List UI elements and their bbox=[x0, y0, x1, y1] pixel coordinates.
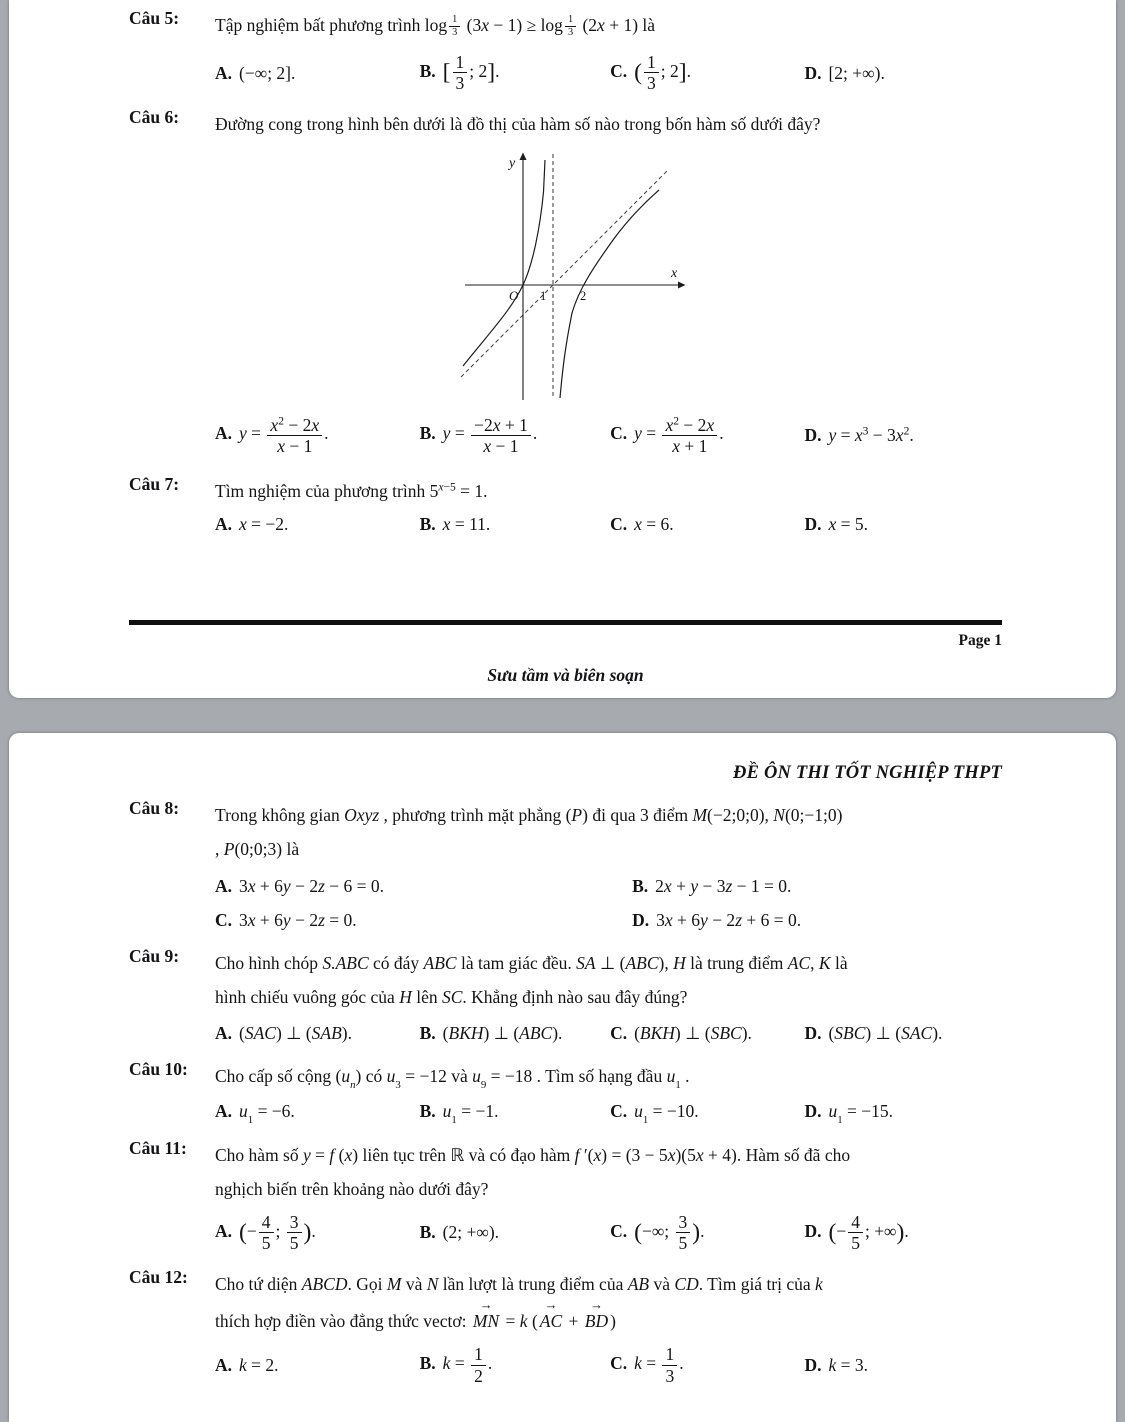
option-text: (− $\frac{4}{5}$ ; +∞). bbox=[828, 1211, 909, 1253]
option-a bbox=[215, 61, 420, 86]
question-label: Câu 10: bbox=[129, 1059, 188, 1079]
option-c bbox=[215, 908, 632, 933]
options-row bbox=[215, 415, 1002, 456]
option-text: x = −2. bbox=[239, 513, 289, 534]
question-6 bbox=[129, 107, 1002, 455]
option-a bbox=[215, 415, 420, 456]
option-text: $u_1 = -1$. bbox=[442, 1101, 499, 1127]
question-label: Câu 9: bbox=[129, 946, 180, 967]
question-stem: Tập nghiệm bất phương trình log $_{\frac{1}{3}}$ (3x − 1) ≥ log $_{\frac{1}{3}}$ (2x + 1) là bbox=[215, 13, 656, 38]
option-letter: B. bbox=[419, 513, 436, 534]
oblique-asymptote bbox=[461, 171, 667, 377]
question-stem: Cho hình chóp S.ABC có đáy ABC là tam giác đều. SA ⊥ (ABC), H là trung điểm AC, K là hình chiếu vuông góc của H lên SC. Khẳng định nào sau đây đúng? bbox=[215, 953, 848, 1008]
option-a bbox=[215, 1021, 420, 1046]
question-body bbox=[215, 107, 1002, 455]
question-body bbox=[215, 474, 1002, 537]
page-gap bbox=[0, 698, 1125, 733]
page-number: Page 1 bbox=[958, 632, 1002, 649]
option-letter: D. bbox=[632, 909, 650, 930]
option-letter: C. bbox=[215, 909, 233, 930]
question-label: Câu 7: bbox=[129, 473, 180, 494]
question-7 bbox=[129, 474, 1002, 537]
option-b bbox=[420, 1021, 610, 1046]
option-letter: D. bbox=[804, 513, 822, 534]
options-row bbox=[215, 512, 1002, 537]
function-graph bbox=[453, 150, 689, 402]
question-stem: Đường cong trong hình bên dưới là đồ thị của hàm số nào trong bốn hàm số dưới đây? bbox=[215, 114, 821, 135]
option-text: y = $\frac{x^2 - 2x}{x - 1}$ . bbox=[239, 414, 329, 456]
option-letter: A. bbox=[215, 423, 233, 444]
option-text: (BKH) ⊥ (ABC). bbox=[442, 1022, 563, 1043]
question-stem: Trong không gian Oxyz , phương trình mặt phẳng (P) đi qua 3 điểm M(−2;0;0), N(0;−1;0) , P(0;0;3) là bbox=[215, 805, 843, 860]
option-letter: D. bbox=[804, 424, 822, 445]
option-letter: C. bbox=[610, 1101, 628, 1122]
option-c bbox=[610, 1344, 804, 1385]
question-body bbox=[215, 798, 1002, 932]
option-a bbox=[215, 1353, 420, 1378]
option-c bbox=[610, 1099, 804, 1127]
option-text: y = $\frac{-2x + 1}{x - 1}$ . bbox=[442, 414, 538, 456]
option-text: (−∞; $\frac{3}{5}$ ). bbox=[634, 1211, 705, 1253]
question-label: Câu 8: bbox=[129, 798, 180, 818]
option-letter: A. bbox=[215, 1022, 233, 1043]
question-label: Câu 12: bbox=[129, 1267, 188, 1288]
option-text: (BKH) ⊥ (SBC). bbox=[634, 1022, 752, 1043]
page-1 bbox=[9, 0, 1116, 698]
option-a bbox=[215, 1212, 420, 1253]
question-body bbox=[215, 1059, 1002, 1127]
curve-left-branch bbox=[463, 160, 545, 366]
option-d bbox=[804, 512, 1002, 537]
question-label: Câu 6: bbox=[129, 107, 180, 128]
question-stem: Cho cấp số cộng $(u_n)$ có $u_3 = -12$ và $u_9 = -18$ . Tìm số hạng đầu $u_1$ . bbox=[215, 1066, 690, 1091]
option-d bbox=[632, 908, 1002, 933]
page-2 bbox=[9, 733, 1116, 1422]
question-stem: Cho hàm số y = f (x) liên tục trên ℝ và có đạo hàm f ′(x) = (3 − 5x)(5x + 4). Hàm số đã cho nghịch biến trên khoảng nào dưới đây? bbox=[215, 1144, 851, 1199]
option-letter: D. bbox=[804, 1022, 822, 1043]
option-letter: C. bbox=[610, 1022, 628, 1043]
option-a bbox=[215, 874, 632, 899]
option-letter: D. bbox=[804, 1101, 822, 1122]
option-text: $y = x^3 - 3x^2$. bbox=[828, 424, 914, 445]
option-b bbox=[420, 52, 610, 93]
option-text: 3x + 6y − 2z = 0. bbox=[239, 909, 357, 930]
option-letter: D. bbox=[804, 62, 822, 83]
question-label: Câu 11: bbox=[129, 1137, 187, 1158]
option-text: k = $\frac{1}{3}$ . bbox=[634, 1344, 684, 1386]
origin-label: O bbox=[509, 287, 519, 303]
y-axis-label: y bbox=[509, 155, 516, 171]
option-letter: B. bbox=[419, 423, 436, 444]
question-body bbox=[215, 946, 1002, 1045]
x-axis-arrow bbox=[678, 281, 686, 288]
option-letter: A. bbox=[215, 1101, 233, 1122]
option-text: [ $\frac{1}{3}$ ; 2]. bbox=[442, 52, 500, 94]
option-text: (2; +∞). bbox=[442, 1222, 500, 1243]
option-letter: C. bbox=[610, 423, 628, 444]
question-label: Câu 5: bbox=[129, 8, 180, 28]
option-letter: A. bbox=[215, 1220, 233, 1241]
option-a bbox=[215, 1099, 420, 1127]
option-letter: C. bbox=[610, 1353, 628, 1374]
option-c bbox=[610, 1021, 804, 1046]
option-text: k = 3. bbox=[828, 1354, 868, 1375]
option-text: x = 5. bbox=[828, 513, 868, 534]
options-row bbox=[215, 1021, 1002, 1046]
option-text: k = $\frac{1}{2}$ . bbox=[442, 1344, 493, 1386]
options-row bbox=[215, 1099, 1002, 1127]
option-letter: A. bbox=[215, 513, 233, 534]
option-d bbox=[804, 1353, 1002, 1378]
question-10 bbox=[129, 1059, 1002, 1127]
question-stem: Cho tứ diện ABCD. Gọi M và N lần lượt là trung điểm của AB và CD. Tìm giá trị của k thích hợp điền vào đẳng thức vectơ: MN → = k ( AC → + BD → ) bbox=[215, 1267, 1002, 1338]
question-11 bbox=[129, 1138, 1002, 1254]
option-letter: D. bbox=[804, 1354, 822, 1375]
option-text: (− $\frac{4}{5}$ ; $\frac{3}{5}$ ). bbox=[239, 1211, 316, 1253]
exam-title: ĐỀ ÔN THI TỐT NGHIỆP THPT bbox=[733, 763, 1002, 783]
option-text: 3x + 6y − 2z + 6 = 0. bbox=[656, 909, 802, 930]
option-d bbox=[804, 1099, 1002, 1127]
option-letter: B. bbox=[419, 1022, 436, 1043]
option-b bbox=[419, 1099, 610, 1127]
option-c bbox=[610, 1212, 804, 1253]
option-text: x = 11. bbox=[442, 513, 491, 534]
option-letter: D. bbox=[804, 1220, 822, 1241]
option-text: k = 2. bbox=[239, 1354, 279, 1375]
option-text: 2x + y − 3z − 1 = 0. bbox=[655, 876, 792, 897]
option-b bbox=[420, 1344, 610, 1385]
option-letter: B. bbox=[419, 1101, 436, 1122]
question-stem: Tìm nghiệm của phương trình $5^{x-5} = 1$. bbox=[215, 480, 488, 501]
option-letter: A. bbox=[215, 1354, 233, 1375]
option-text: 3x + 6y − 2z − 6 = 0. bbox=[239, 876, 385, 897]
option-b bbox=[632, 874, 1002, 899]
option-letter: A. bbox=[215, 62, 233, 83]
option-text: (−∞; 2]. bbox=[239, 62, 296, 83]
options-grid bbox=[215, 874, 1002, 932]
question-9 bbox=[129, 946, 1002, 1045]
graph-figure bbox=[453, 150, 689, 407]
option-b bbox=[420, 1220, 610, 1245]
credit-line: Sưu tầm và biên soạn bbox=[487, 665, 644, 685]
option-b bbox=[420, 512, 610, 537]
option-d bbox=[804, 1212, 1002, 1253]
option-c bbox=[610, 415, 804, 456]
option-c bbox=[610, 512, 804, 537]
option-text: $u_1 = -15$. bbox=[828, 1101, 893, 1127]
options-row bbox=[215, 52, 1002, 93]
question-12 bbox=[129, 1267, 1002, 1386]
option-d bbox=[804, 423, 1002, 448]
option-letter: C. bbox=[610, 513, 628, 534]
option-b bbox=[420, 415, 610, 456]
option-letter: A. bbox=[215, 876, 233, 897]
option-letter: B. bbox=[419, 1353, 436, 1374]
question-8 bbox=[129, 798, 1002, 932]
tick-label-2: 2 bbox=[580, 288, 587, 303]
option-text: (SAC) ⊥ (SAB). bbox=[239, 1022, 352, 1043]
question-5 bbox=[129, 8, 1002, 93]
option-c bbox=[610, 52, 804, 93]
option-text: y = $\frac{x^2 - 2x}{x + 1}$ . bbox=[634, 414, 724, 456]
options-row bbox=[215, 1344, 1002, 1385]
option-a bbox=[215, 512, 420, 537]
option-text: [2; +∞). bbox=[828, 62, 885, 83]
tick-label-1: 1 bbox=[540, 288, 547, 303]
option-letter: C. bbox=[610, 60, 628, 81]
option-text: x = 6. bbox=[634, 513, 674, 534]
option-letter: B. bbox=[419, 60, 436, 81]
x-axis-label: x bbox=[671, 265, 678, 281]
option-d bbox=[804, 1021, 1002, 1046]
option-text: (SBC) ⊥ (SAC). bbox=[828, 1022, 943, 1043]
option-letter: B. bbox=[632, 876, 649, 897]
option-text: $u_1 = -10$. bbox=[634, 1101, 699, 1127]
question-body bbox=[215, 1138, 1002, 1254]
option-letter: B. bbox=[419, 1222, 436, 1243]
footer-divider bbox=[129, 620, 1002, 625]
curve-right-branch bbox=[560, 190, 659, 398]
question-body bbox=[215, 8, 1002, 93]
option-text: $u_1 = -6$. bbox=[239, 1101, 295, 1127]
spacer bbox=[129, 536, 1002, 620]
option-text: ( $\frac{1}{3}$ ; 2]. bbox=[634, 52, 691, 94]
question-body bbox=[215, 1267, 1002, 1386]
option-d bbox=[804, 61, 1002, 86]
option-letter: C. bbox=[610, 1220, 628, 1241]
y-axis-arrow bbox=[520, 152, 527, 160]
options-row bbox=[215, 1212, 1002, 1253]
